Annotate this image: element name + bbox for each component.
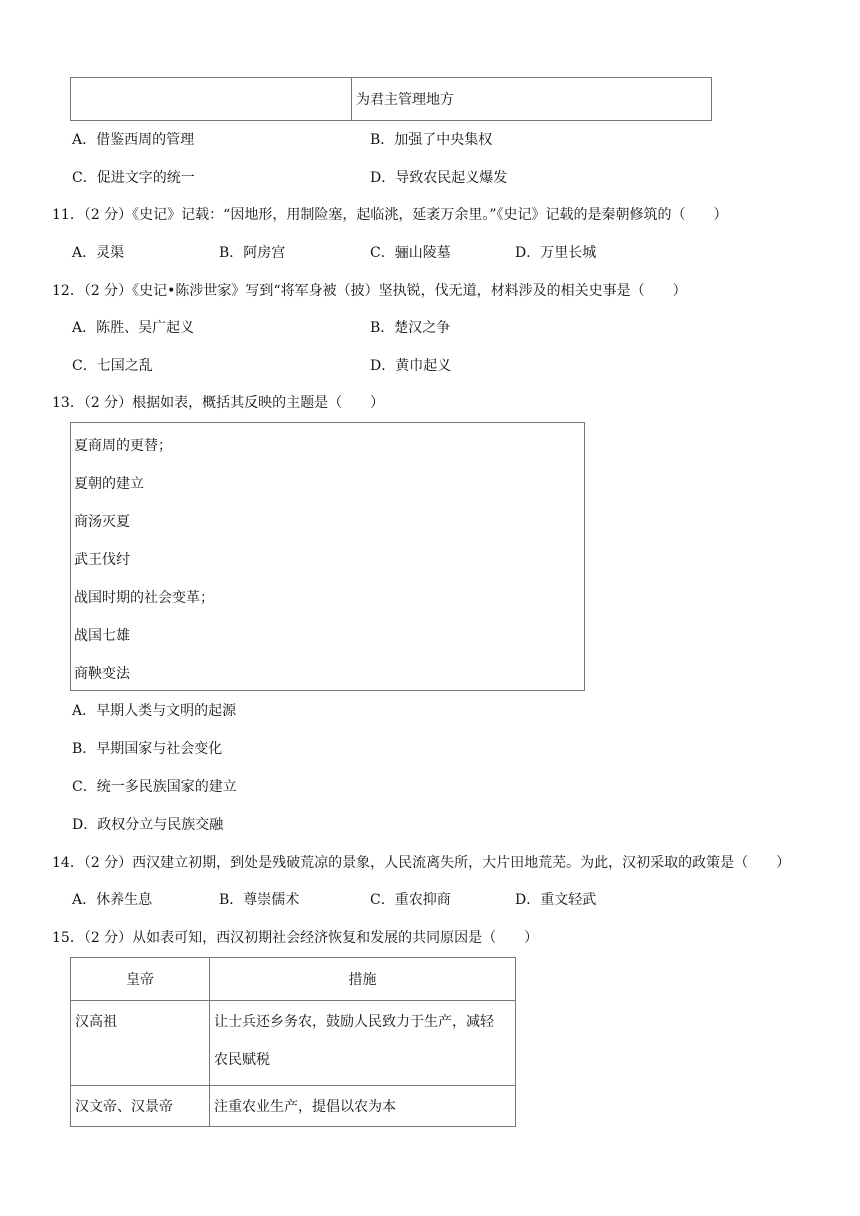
q15-header-measure: 措施 (210, 958, 516, 1001)
q15-row1-emperor (71, 1001, 210, 1086)
q11-stem: 11．（2 分）《史记》记载：“因地形，用制险塞，起临洮，延袤万余里。”《史记》记载的是秦朝修筑的（ ） (52, 207, 728, 223)
q13-table-line: 夏朝的建立 (74, 476, 144, 492)
q11-option-d[interactable]: D．万里长城 (515, 245, 597, 261)
q15-stem: 15．（2 分）从如表可知，西汉初期社会经济恢复和发展的共同原因是（ ） (52, 930, 539, 946)
top-table (70, 77, 712, 121)
q13-option-b[interactable]: B．早期国家与社会变化 (72, 741, 223, 757)
q11-option-c[interactable]: C．骊山陵墓 (370, 245, 451, 261)
q12-option-c[interactable]: C．七国之乱 (72, 358, 153, 374)
q10-option-d[interactable]: D．导致农民起义爆发 (370, 170, 508, 186)
q10-option-c[interactable]: C．促进文字的统一 (72, 170, 195, 186)
q10-option-b[interactable]: B．加强了中央集权 (370, 132, 493, 148)
q14-stem: 14．（2 分）西汉建立初期，到处是残破荒凉的景象，人民流离失所，大片田地荒芜。为此，汉初采取的政策是（ ） (52, 855, 791, 871)
q12-option-d[interactable]: D．黄巾起义 (370, 358, 452, 374)
q13-option-d[interactable]: D．政权分立与民族交融 (72, 817, 224, 833)
q13-option-a[interactable]: A．早期人类与文明的起源 (72, 703, 237, 719)
q13-table-line: 夏商周的更替； (74, 438, 172, 454)
q13-option-c[interactable]: C．统一多民族国家的建立 (72, 779, 237, 795)
q11-option-a[interactable]: A．灵渠 (72, 245, 125, 261)
q13-table (70, 422, 585, 691)
q15-row1-measure (210, 1001, 516, 1086)
q15-row2-emperor: 汉文帝、汉景帝 (71, 1086, 210, 1127)
q14-option-c[interactable]: C．重农抑商 (370, 892, 451, 908)
top-table-left-cell (71, 78, 352, 121)
q15-table (70, 957, 516, 1127)
q10-option-a[interactable]: A．借鉴西周的管理 (72, 132, 195, 148)
q15-row1-measure-line2: 农民赋税 (214, 1052, 270, 1068)
q13-table-line: 武王伐纣 (74, 552, 130, 568)
q15-row1-measure-line1: 让士兵还乡务农，鼓励人民致力于生产，减轻 (214, 1014, 494, 1030)
q12-option-a[interactable]: A．陈胜、吴广起义 (72, 320, 195, 336)
q13-table-line: 商汤灭夏 (74, 514, 130, 530)
q15-row1-emperor-text: 汉高祖 (75, 1014, 117, 1030)
q15-header-emperor: 皇帝 (71, 958, 210, 1001)
q14-option-b[interactable]: B．尊崇儒术 (219, 892, 300, 908)
q14-option-d[interactable]: D．重文轻武 (515, 892, 597, 908)
q13-table-line: 商鞅变法 (74, 666, 130, 682)
q13-table-line: 战国时期的社会变革； (74, 590, 214, 606)
q11-option-b[interactable]: B．阿房宫 (219, 245, 286, 261)
q13-stem: 13．（2 分）根据如表，概括其反映的主题是（ ） (52, 395, 385, 411)
q15-row2-measure: 注重农业生产，提倡以农为本 (210, 1086, 516, 1127)
q14-option-a[interactable]: A．休养生息 (72, 892, 153, 908)
q12-stem: 12．（2 分）《史记•陈涉世家》写到“将军身被（披）坚执锐，伐无道，材料涉及的相关史事是（ ） (52, 283, 687, 299)
top-table-right-cell: 为君主管理地方 (352, 78, 712, 121)
q13-table-line: 战国七雄 (74, 628, 130, 644)
q12-option-b[interactable]: B．楚汉之争 (370, 320, 451, 336)
